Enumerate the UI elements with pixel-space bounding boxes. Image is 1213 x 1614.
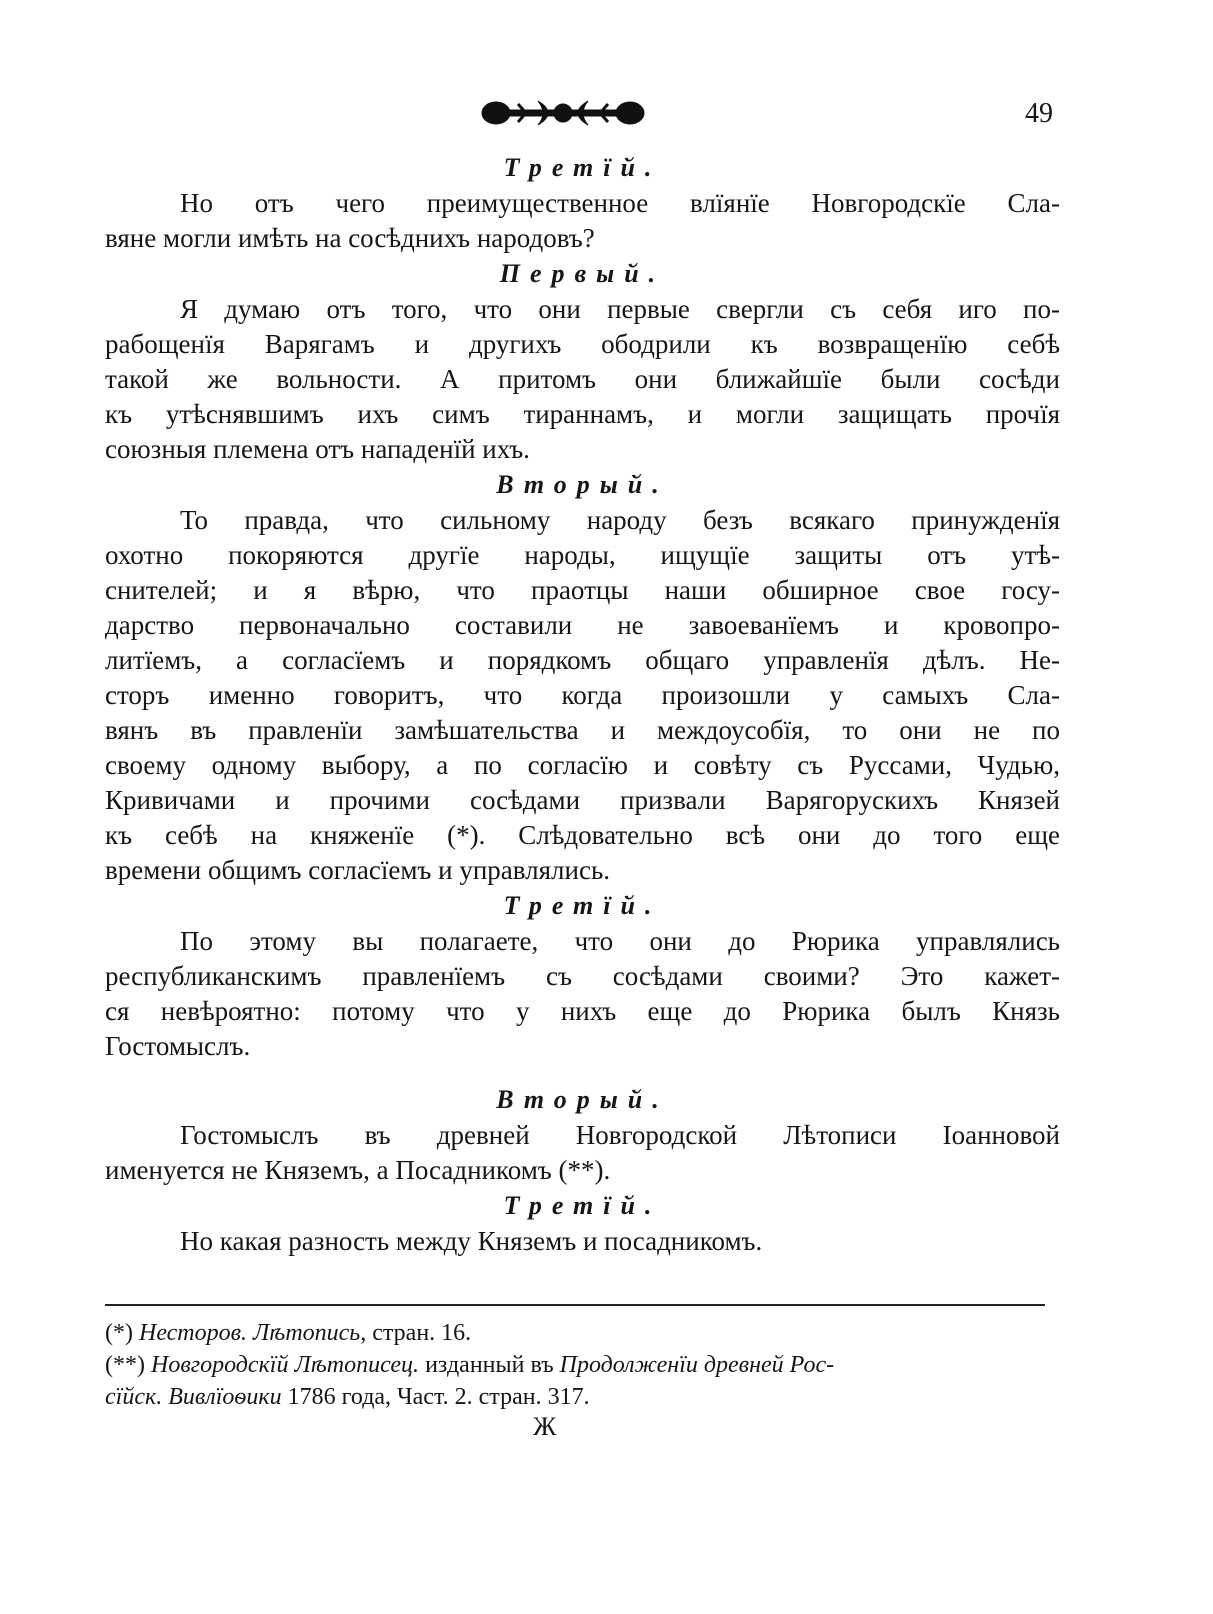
text-line: сторъ именно говоритъ, что когда произошли у самыхъ Сла- <box>105 680 1060 710</box>
speaker-heading: Вторый. <box>496 1085 669 1114</box>
text-line: По этому вы полагаете, что они до Рюрика управлялись <box>180 926 1060 956</box>
footnote-2-rest: 1786 года, Част. 2. стран. 317. <box>281 1384 590 1410</box>
text-line: дарство первоначально составили не завоеванїемъ и кровопро- <box>105 610 1060 640</box>
footnote-separator-rule <box>105 1304 1045 1306</box>
dialogue-text <box>105 150 1060 1259</box>
text-line: именуется не Княземъ, а Посадникомъ (**). <box>105 1155 611 1185</box>
text-line: вяне могли имѣть на сосѣднихъ народовъ? <box>105 223 595 253</box>
text-line: вянъ въ правленїи замѣшательства и междоусобїя, то они не по <box>105 715 1060 745</box>
footnote-1-source: Несторов. Лѣтопись <box>138 1320 361 1346</box>
text-line: къ утѣснявшимъ ихъ симъ тираннамъ, и могли защищать прочїя <box>105 399 1060 429</box>
text-line: Но какая разность между Княземъ и посадникомъ. <box>180 1226 763 1256</box>
text-line: То правда, что сильному народу безъ всякаго принужденїя <box>180 505 1060 535</box>
footnote-2-mark: (**) <box>105 1352 145 1378</box>
text-line: рабощенїя Варягамъ и другихъ ободрили къ возвращенїю себѣ <box>105 329 1060 359</box>
text-line: Но отъ чего преимущественное влїянїе Новгородскїе Сла- <box>180 188 1060 218</box>
speaker-heading: Третїй. <box>503 153 662 182</box>
footnote-2-source: Новгородскїй Лѣтописец. <box>150 1352 420 1378</box>
text-line: времени общимъ согласїемъ и управлялись. <box>105 855 611 885</box>
speaker-heading: Первый. <box>499 259 666 288</box>
page-number: 49 <box>1025 98 1053 129</box>
speaker-heading: Третїй. <box>503 891 662 920</box>
text-line: такой же вольности. А притомъ они ближайшїе были сосѣди <box>105 364 1060 394</box>
footnotes <box>105 1317 1050 1413</box>
decorative-headpiece-ornament <box>478 96 648 130</box>
text-line: къ себѣ на княженїе (*). Слѣдовательно всѣ они до того еще <box>105 820 1060 850</box>
footnote-2-title-continued: сїйск. Вивлїоѳики <box>105 1384 282 1410</box>
text-line: литїемъ, а согласїемъ и порядкомъ общаго управленїя дѣлъ. Не- <box>105 645 1060 675</box>
signature-mark: Ж <box>533 1412 557 1441</box>
footnote-1-mark: (*) <box>105 1320 133 1346</box>
footnote-1-rest: , стран. 16. <box>360 1320 472 1346</box>
footnote-2-continued <box>105 1381 1050 1413</box>
text-line: Кривичами и прочими сосѣдами призвали Варягорускихъ Князей <box>105 785 1060 815</box>
text-line: союзныя племена отъ нападенїй ихъ. <box>105 434 530 464</box>
text-line: Гостомыслъ. <box>105 1031 251 1061</box>
footnote-2 <box>105 1349 1050 1381</box>
text-line: республиканскимъ правленїемъ съ сосѣдами своими? Это кажет- <box>105 961 1060 991</box>
text-line: Я думаю отъ того, что они первые свергли съ себя иго по- <box>180 294 1060 324</box>
text-line: снителей; и я вѣрю, что праотцы наши обширное свое госу- <box>105 575 1060 605</box>
footnote-1 <box>105 1317 1050 1349</box>
text-line: ся невѣроятно: потому что у нихъ еще до Рюрика былъ Князь <box>105 996 1060 1026</box>
paragraph-spacer <box>105 1064 1060 1082</box>
text-line: своему одному выбору, а по согласїю и совѣту съ Руссами, Чудью, <box>105 750 1060 780</box>
text-line: Гостомыслъ въ древней Новгородской Лѣтописи Iоанновой <box>180 1120 1060 1150</box>
speaker-heading: Третїй. <box>503 1191 662 1220</box>
text-line: охотно покоряются другїе народы, ищущїе защиты отъ утѣ- <box>105 540 1060 570</box>
footnote-2-title: Продолженїи древней Рос- <box>559 1352 835 1378</box>
footnote-2-mid: изданный въ <box>419 1352 560 1378</box>
speaker-heading: Вторый. <box>496 470 669 499</box>
